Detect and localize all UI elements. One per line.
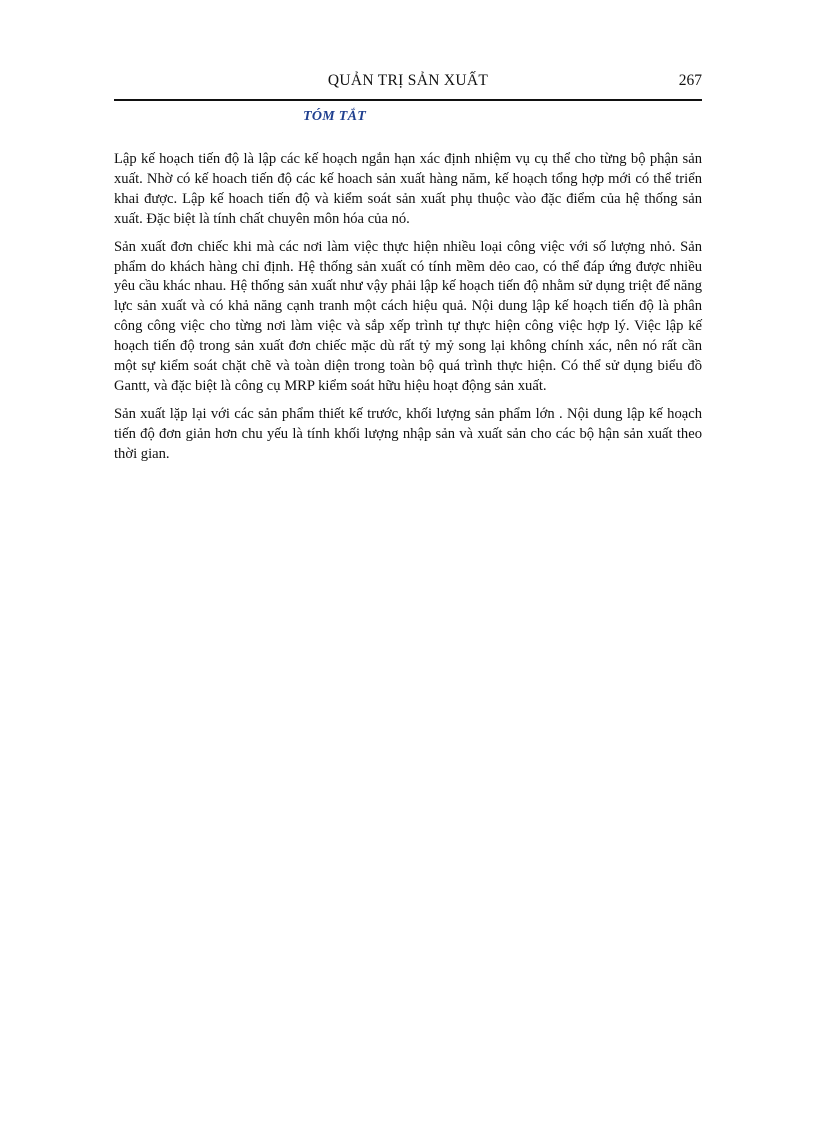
- paragraph: Sản xuất lặp lại với các sản phẩm thiết kế trước, khối lượng sản phẩm lớn . Nội dung lập kế hoạch tiến độ đơn giản hơn chu yếu là tính khối lượng nhập sản và xuất sản cho các bộ hận sản xuất theo thời gian.: [114, 405, 702, 462]
- page-number: 267: [678, 72, 702, 89]
- running-title: QUẢN TRỊ SẢN XUẤT: [327, 72, 489, 89]
- section-heading: TÓM TẮT: [303, 109, 367, 124]
- page-header: [114, 72, 702, 96]
- paragraph: Lập kế hoạch tiến độ là lập các kế hoạch ngắn hạn xác định nhiệm vụ cụ thể cho từng bộ phận sản xuất. Nhờ có kế hoach tiến độ các kế hoach sản xuất hàng năm, kế hoạch tổng hợp mới có thể triển khai được. Lập kế hoach tiến độ và kiểm soát sản xuất phụ thuộc vào đặc điểm của hệ thống sản xuất. Đặc biệt là tính chất chuyên môn hóa của nó.: [114, 151, 702, 227]
- header-divider: [114, 99, 702, 101]
- paragraph: Sản xuất đơn chiếc khi mà các nơi làm việc thực hiện nhiều loại công việc với số lượng nhỏ. Sản phẩm do khách hàng chỉ định. Hệ thống sản xuất có tính mềm dẻo cao, có thể đáp ứng được nhiều yêu cầu khác nhau. Hệ thống sản xuất như vậy phải lập kế hoạch tiến độ nhằm sử dụng triệt để năng lực sản xuất và có khả năng cạnh tranh một cách hiệu quả. Nội dung lập kế hoạch tiến độ là phân công công việc cho từng nơi làm việc và sắp xếp trình tự thực hiện công việc hợp lý. Việc lập kế hoạch tiến độ trong sản xuất đơn chiếc mặc dù rất tỷ mỷ song lại không chính xác, nên nó rất cần một sự kiểm soát chặt chẽ và toàn diện trong toàn bộ quá trình thực hiện. Có thể sử dụng biểu đồ Gantt, và đặc biệt là công cụ MRP kiểm soát hữu hiệu hoạt động sản xuất.: [114, 238, 702, 394]
- body-text: [114, 150, 702, 473]
